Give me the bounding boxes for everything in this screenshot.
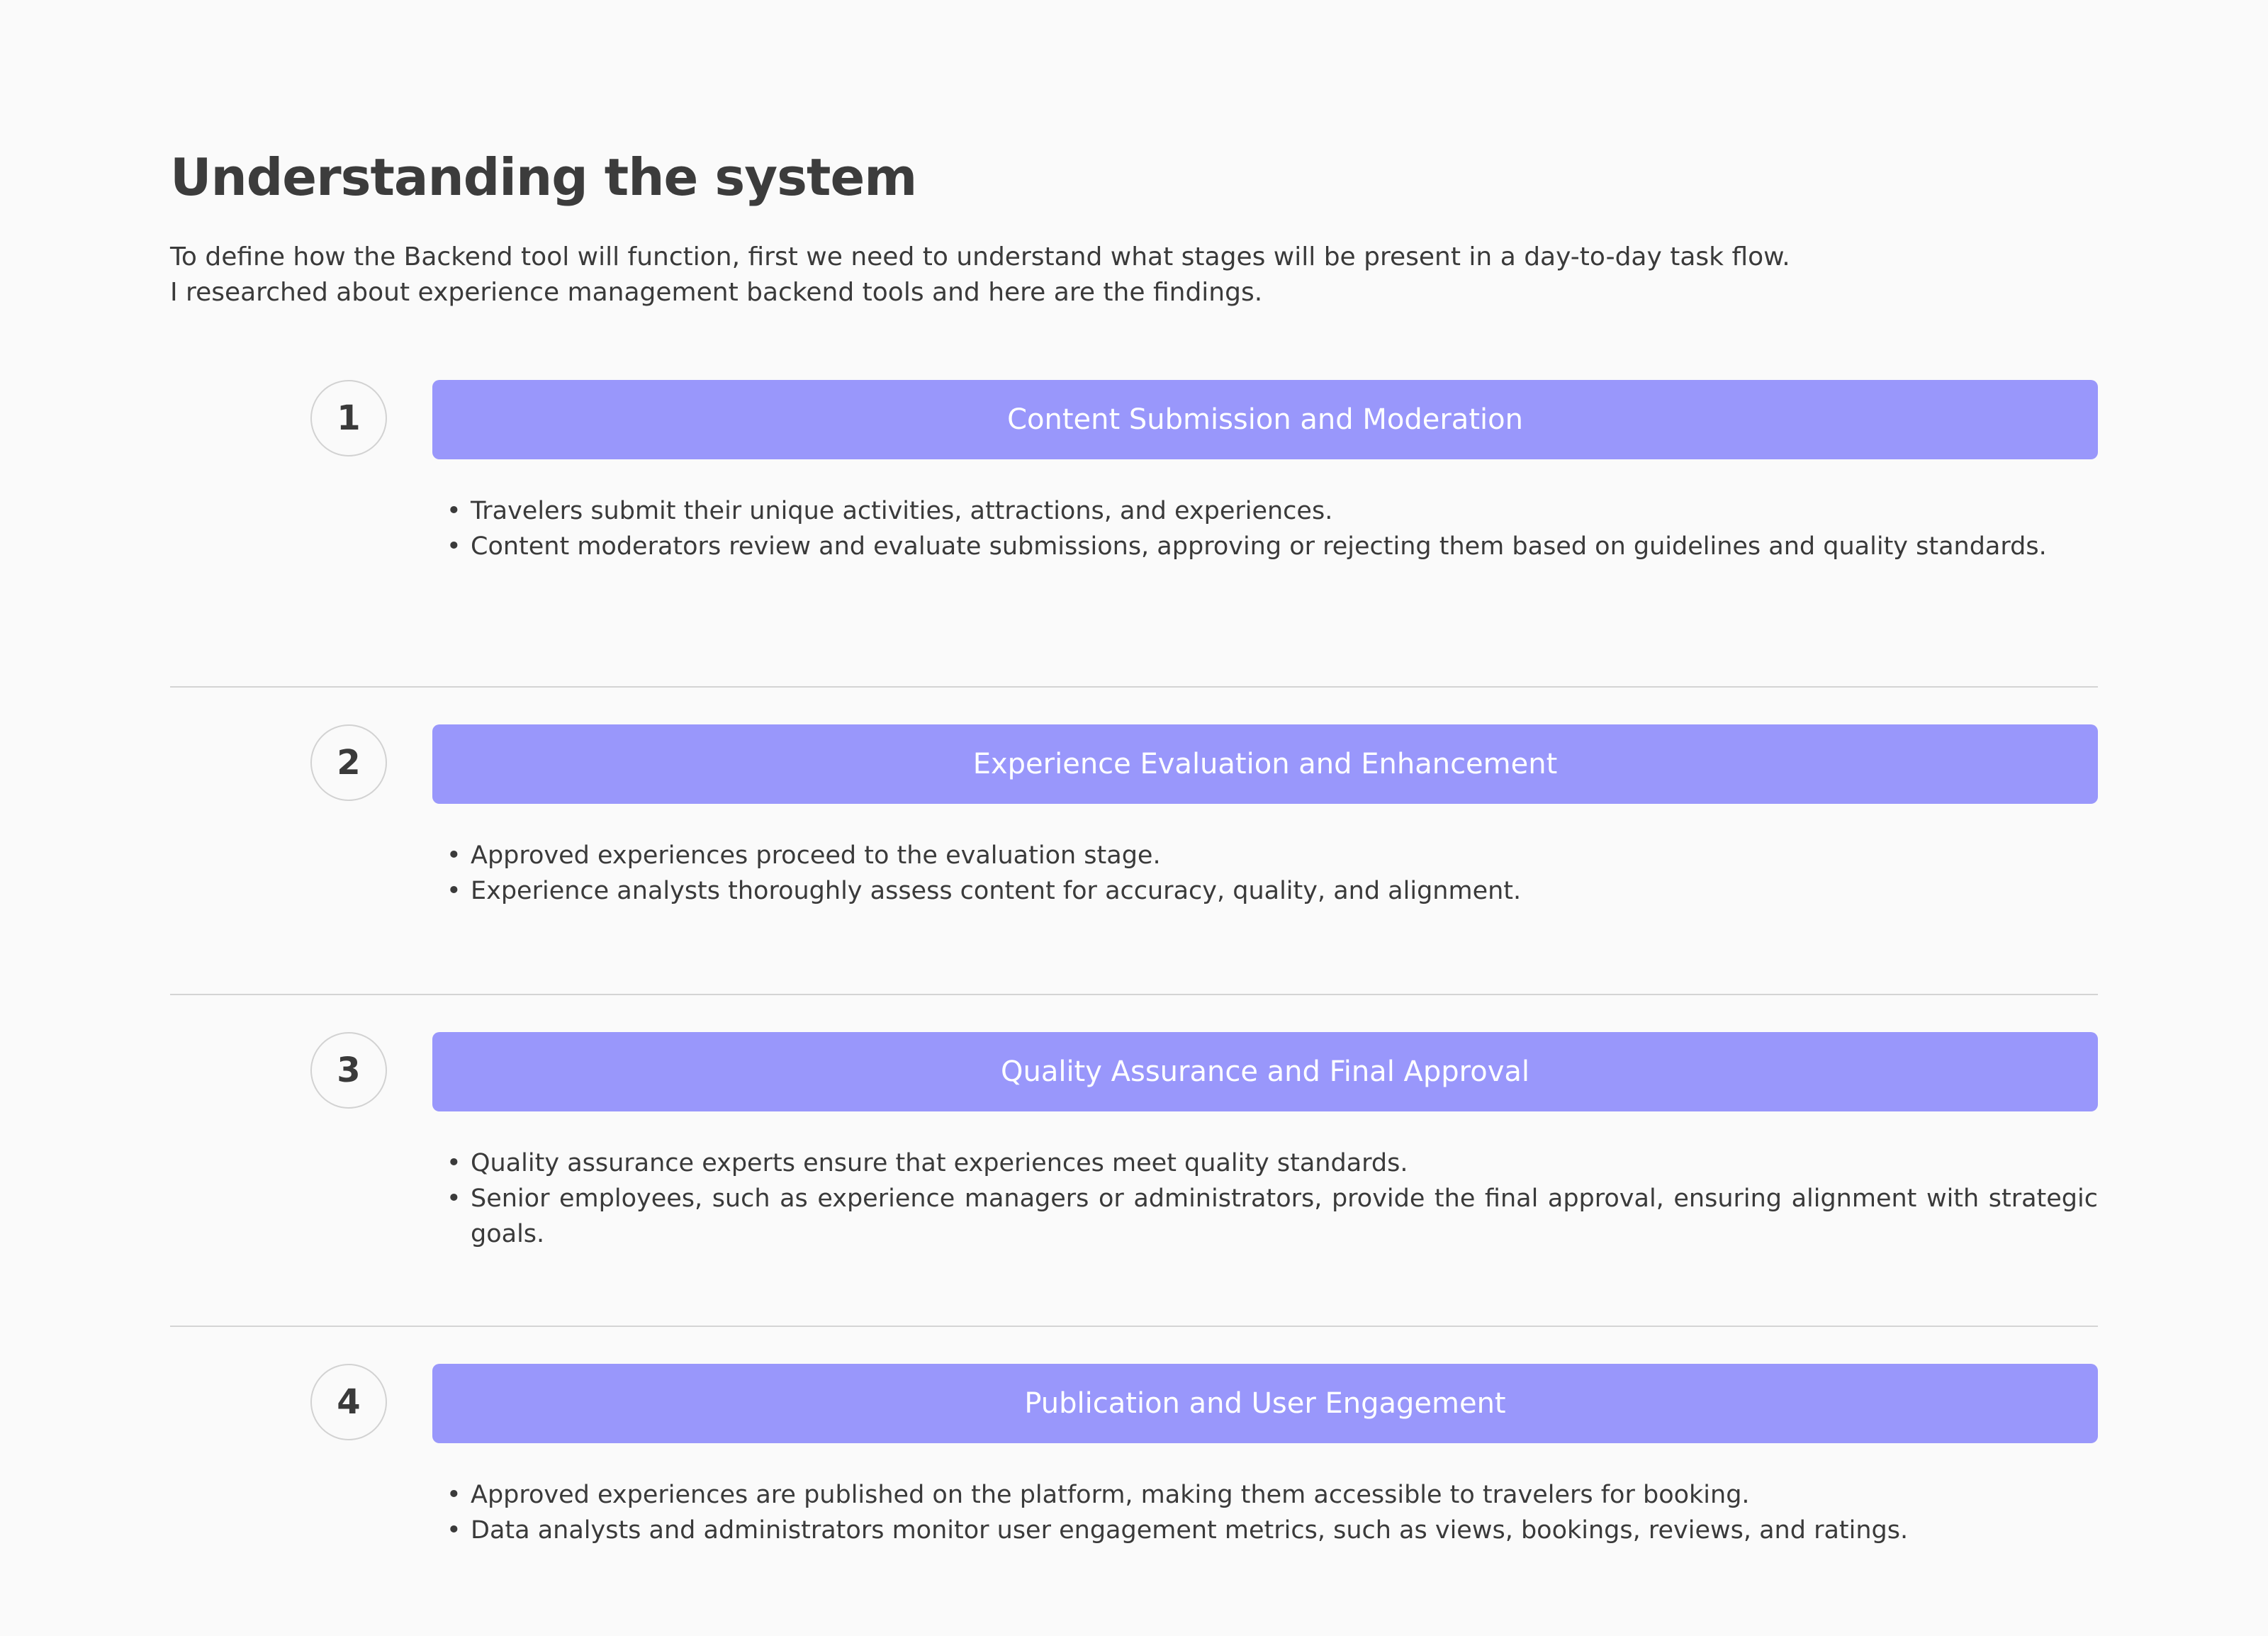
- page-content: [170, 142, 2098, 1545]
- list-item: • Approved experiences proceed to the evaluation stage.: [447, 838, 2098, 873]
- list-item: • Quality assurance experts ensure that experiences meet quality standards.: [447, 1145, 2098, 1181]
- stage-3: [170, 995, 2098, 1326]
- stage-number-badge: 4: [310, 1364, 387, 1440]
- stage-bullet-list: [447, 1477, 2098, 1548]
- stage-bullet-list: [447, 838, 2098, 909]
- page-title: Understanding the system: [170, 147, 917, 207]
- stage-number-badge: 1: [310, 380, 387, 456]
- stage-title-banner: Experience Evaluation and Enhancement: [432, 724, 2098, 804]
- stage-title-banner: Content Submission and Moderation: [432, 380, 2098, 459]
- intro-line: To define how the Backend tool will function, first we need to understand what stages will be present in a day-to-day task flow.: [170, 242, 1790, 271]
- intro-line: I researched about experience management backend tools and here are the findings.: [170, 278, 1263, 307]
- stage-list: [170, 380, 2098, 1610]
- list-item: • Travelers submit their unique activities, attractions, and experiences.: [447, 493, 2098, 529]
- stage-bullet-list: [447, 493, 2098, 564]
- list-item: • Approved experiences are published on the platform, making them accessible to travelers for booking.: [447, 1477, 2098, 1513]
- stage-bullet-list: [447, 1145, 2098, 1252]
- stage-1: [170, 380, 2098, 686]
- intro-text: [170, 240, 2098, 310]
- list-item: • Data analysts and administrators monitor user engagement metrics, such as views, bookings, reviews, and ratings.: [447, 1513, 2098, 1548]
- stage-2: [170, 688, 2098, 994]
- stage-title-banner: Quality Assurance and Final Approval: [432, 1032, 2098, 1111]
- list-item: • Experience analysts thoroughly assess content for accuracy, quality, and alignment.: [447, 873, 2098, 909]
- list-item: • Senior employees, such as experience managers or administrators, provide the final approval, ensuring alignment with strategic goals.: [447, 1181, 2098, 1252]
- stage-title-banner: Publication and User Engagement: [432, 1364, 2098, 1443]
- stage-number-badge: 2: [310, 724, 387, 801]
- list-item: • Content moderators review and evaluate submissions, approving or rejecting them based on guidelines and quality standards.: [447, 529, 2098, 564]
- stage-4: [170, 1327, 2098, 1610]
- stage-number-badge: 3: [310, 1032, 387, 1109]
